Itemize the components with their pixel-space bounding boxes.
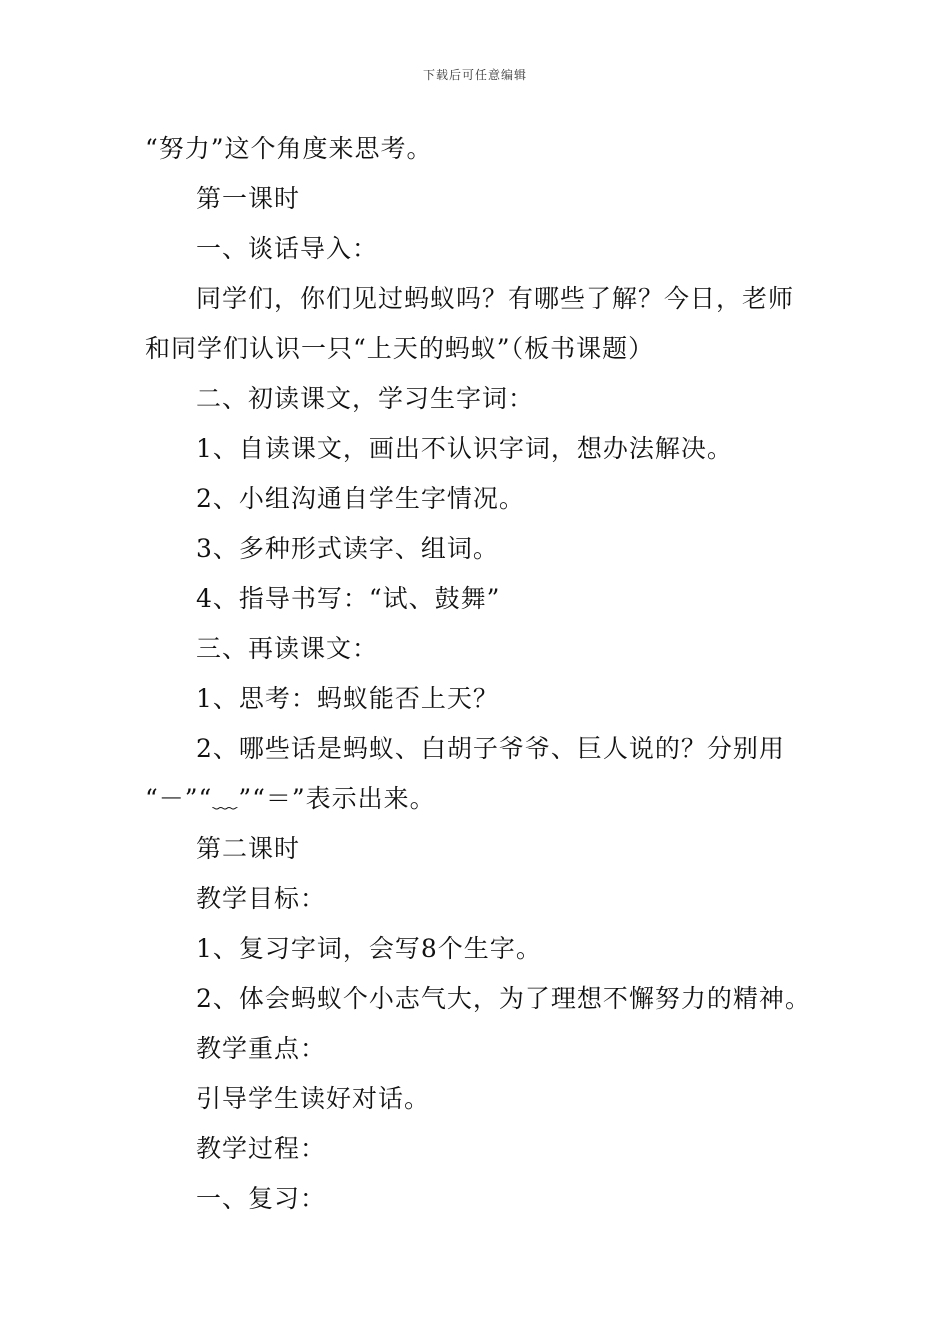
paragraph-line: “努力”这个角度来思考。: [145, 134, 433, 163]
list-item: 4、指导书写：“试、鼓舞”: [196, 584, 501, 613]
list-item: 1、思考：蚂蚁能否上天？: [196, 684, 499, 713]
section-heading: 第二课时: [196, 834, 301, 863]
paragraph-line: 引导学生读好对话。: [196, 1084, 431, 1113]
section-heading: 一、谈话导入：: [196, 234, 379, 263]
list-item: 2、体会蚂蚁个小志气大，为了理想不懈努力的精神。: [196, 984, 811, 1013]
list-item: 1、复习字词，会写8个生字。: [196, 934, 542, 963]
list-item: 2、哪些话是蚂蚁、白胡子爷爷、巨人说的？分别用: [196, 734, 785, 763]
list-item: 2、小组沟通自学生字情况。: [196, 484, 525, 513]
document-body: [145, 124, 810, 1224]
paragraph-line: 和同学们认识一只“上天的蚂蚁”（板书课题）: [145, 334, 655, 363]
page-header: 下载后可任意编辑: [422, 68, 527, 82]
section-heading: 教学目标：: [196, 884, 327, 913]
section-heading: 三、再读课文：: [196, 634, 379, 663]
section-heading: 教学重点：: [196, 1034, 327, 1063]
section-heading: 一、复习：: [196, 1184, 327, 1213]
paragraph-line: “－”“﹏”“＝”表示出来。: [145, 784, 436, 813]
paragraph-line: 同学们，你们见过蚂蚁吗？有哪些了解？今日，老师: [196, 284, 795, 313]
section-heading: 二、初读课文，学习生字词：: [196, 384, 535, 413]
section-heading: 第一课时: [196, 184, 301, 213]
list-item: 1、自读课文，画出不认识字词，想办法解决。: [196, 434, 733, 463]
section-heading: 教学过程：: [196, 1134, 327, 1163]
list-item: 3、多种形式读字、组词。: [196, 534, 499, 563]
